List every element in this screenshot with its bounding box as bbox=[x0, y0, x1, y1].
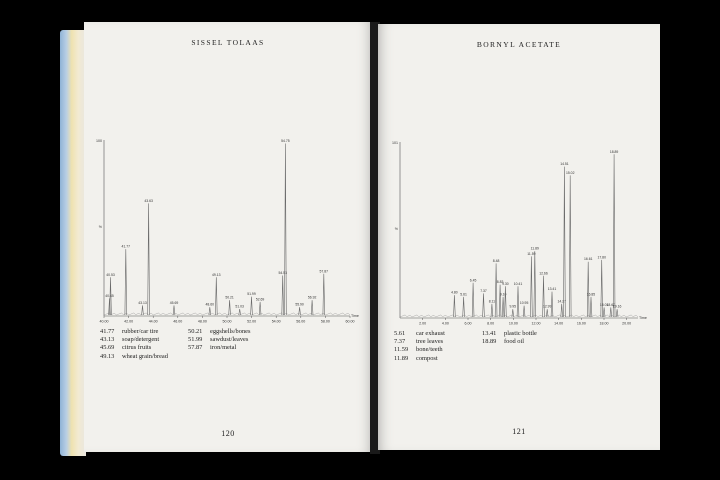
right-legend-column bbox=[482, 330, 537, 346]
right-legend-retention-time: 18.89 bbox=[482, 338, 497, 346]
right-peak-23 bbox=[603, 307, 605, 317]
left-legend-label: eggshells/bones bbox=[210, 328, 251, 335]
left-legend-label: soap/detergent bbox=[122, 336, 160, 344]
right-legend-row bbox=[394, 346, 445, 354]
right-x-tick-label-4: 10.00 bbox=[508, 321, 518, 326]
left-legend-label: iron/metal bbox=[210, 344, 237, 352]
right-legend-retention-time: 5.61 bbox=[394, 330, 406, 337]
right-legend-row bbox=[482, 330, 537, 338]
left-legend-retention-time: 41.77 bbox=[100, 328, 115, 335]
left-x-tick-label-2: 44.00 bbox=[148, 319, 158, 324]
right-peak-10 bbox=[517, 286, 519, 317]
left-x-tick-label-3: 46.00 bbox=[173, 319, 183, 324]
right-legend-row bbox=[394, 330, 445, 338]
left-peak-2 bbox=[125, 249, 127, 315]
left-legend-row bbox=[188, 344, 250, 352]
left-peak-label-3: 43.13 bbox=[138, 300, 147, 305]
right-peak-5 bbox=[495, 263, 497, 317]
running-head-right: BORNYL ACETATE bbox=[476, 40, 562, 49]
left-legend-row bbox=[100, 336, 168, 344]
right-legend-row bbox=[394, 355, 445, 363]
right-peak-label-18: 14.51 bbox=[560, 162, 569, 167]
left-peak-9 bbox=[239, 309, 241, 315]
left-legend-row bbox=[100, 344, 168, 352]
right-legend-retention-time: 7.37 bbox=[394, 338, 406, 346]
right-legend-row bbox=[482, 338, 537, 346]
right-peak-25 bbox=[613, 154, 615, 317]
right-x-tick-label-2: 6.00 bbox=[464, 321, 472, 326]
left-x-tick-label-10: 60.00 bbox=[345, 319, 355, 324]
right-peak-label-7: 9.10 bbox=[499, 292, 507, 297]
right-x-tick-label-1: 4.00 bbox=[441, 321, 449, 326]
right-peak-9 bbox=[512, 309, 514, 317]
left-peak-label-12: 54.53 bbox=[278, 271, 287, 276]
left-x-tick-label-8: 56.00 bbox=[296, 319, 306, 324]
left-x-label: Time bbox=[351, 314, 359, 318]
right-legend-label: plastic bottle bbox=[504, 330, 537, 337]
left-peak-label-1: 40.45 bbox=[105, 293, 114, 298]
left-legend-label: rubber/car tire bbox=[122, 328, 159, 335]
left-peak-label-2: 41.77 bbox=[121, 244, 131, 249]
right-page bbox=[378, 24, 660, 450]
left-legend-retention-time: 51.99 bbox=[188, 336, 203, 344]
left-peak-10 bbox=[251, 297, 253, 315]
left-peak-label-8: 50.21 bbox=[225, 295, 234, 300]
left-peak-11 bbox=[259, 302, 261, 315]
right-x-label: Time bbox=[639, 316, 647, 320]
left-legend-retention-time: 43.13 bbox=[100, 336, 115, 344]
left-peak-4 bbox=[148, 203, 150, 315]
left-legend-label: wheat grain/bread bbox=[122, 352, 168, 360]
left-legend-retention-time: 49.13 bbox=[100, 352, 115, 360]
right-peak-label-3: 7.37 bbox=[480, 288, 487, 293]
right-x-tick-label-7: 16.00 bbox=[576, 321, 586, 326]
right-legend-label: bone/teeth bbox=[416, 346, 443, 354]
right-peak-label-25: 18.89 bbox=[609, 149, 619, 154]
left-legend-column bbox=[100, 328, 168, 361]
right-x-tick-label-5: 12.00 bbox=[531, 321, 541, 326]
right-peak-label-24: 18.60 bbox=[606, 302, 616, 307]
right-peak-label-20: 16.61 bbox=[583, 257, 593, 262]
right-legend-retention-time: 11.89 bbox=[394, 354, 409, 362]
left-peak-label-16: 57.87 bbox=[319, 269, 329, 274]
right-peak-label-10: 10.41 bbox=[513, 281, 523, 286]
left-legend-retention-time: 50.21 bbox=[188, 328, 203, 335]
right-peak-label-22: 17.80 bbox=[597, 255, 606, 260]
left-peak-5 bbox=[173, 305, 175, 315]
left-peak-8 bbox=[229, 300, 231, 315]
left-legend-label: sawdust/leaves bbox=[210, 336, 249, 344]
left-peak-label-0: 40.53 bbox=[106, 272, 115, 277]
right-peak-label-2: 6.45 bbox=[469, 278, 477, 283]
left-x-tick-label-9: 58.00 bbox=[320, 319, 330, 324]
right-peak-2 bbox=[472, 283, 474, 317]
right-peak-label-26: 19.16 bbox=[612, 304, 622, 309]
left-legend-retention-time: 57.87 bbox=[188, 344, 203, 352]
right-x-tick-label-6: 14.00 bbox=[554, 321, 564, 326]
right-peak-1 bbox=[463, 297, 465, 317]
right-legend-column bbox=[394, 330, 445, 363]
left-peak-15 bbox=[311, 300, 313, 315]
left-peak-7 bbox=[215, 277, 217, 315]
folio-left: 120 bbox=[221, 429, 235, 438]
right-peak-17 bbox=[561, 304, 563, 317]
page-edges bbox=[60, 30, 86, 456]
right-peak-label-21: 16.85 bbox=[586, 292, 596, 297]
right-peak-22 bbox=[601, 260, 603, 317]
right-peak-label-17: 14.27 bbox=[557, 299, 566, 304]
left-legend-row bbox=[188, 336, 250, 344]
right-peak-19 bbox=[569, 175, 571, 317]
right-peak-11 bbox=[523, 306, 525, 317]
left-legend-label: citrus fruits bbox=[122, 344, 152, 352]
legend-right bbox=[394, 330, 654, 380]
right-peak-label-19: 15.02 bbox=[565, 170, 575, 175]
right-peak-15 bbox=[546, 309, 548, 317]
left-peak-label-4: 43.63 bbox=[144, 198, 153, 203]
left-x-tick-label-4: 48.00 bbox=[197, 319, 207, 324]
right-peak-12 bbox=[531, 256, 533, 317]
right-peak-18 bbox=[564, 167, 566, 317]
left-y-mid-label: % bbox=[98, 225, 102, 229]
chromatogram-left bbox=[94, 134, 364, 330]
left-peak-label-14: 55.90 bbox=[295, 302, 304, 307]
right-x-tick-label-0: 2.00 bbox=[419, 321, 427, 326]
right-x-tick-label-3: 8.00 bbox=[487, 321, 495, 326]
left-peak-3 bbox=[142, 305, 144, 315]
right-peak-6 bbox=[499, 285, 501, 317]
right-peak-label-11: 10.95 bbox=[519, 301, 529, 306]
right-peak-label-16: 13.41 bbox=[547, 287, 557, 292]
left-legend-column bbox=[188, 328, 250, 353]
right-peak-7 bbox=[502, 297, 504, 317]
right-legend-row bbox=[394, 338, 445, 346]
right-peak-label-5: 8.48 bbox=[492, 258, 500, 263]
right-legend-label: car exhaust bbox=[416, 330, 445, 337]
left-peak-label-13: 54.75 bbox=[281, 139, 290, 144]
left-peak-label-9: 51.03 bbox=[235, 304, 244, 309]
right-peak-4 bbox=[491, 304, 493, 317]
right-peak-label-14: 12.66 bbox=[539, 271, 548, 276]
right-peak-label-1: 5.61 bbox=[460, 292, 467, 297]
right-x-tick-label-9: 20.00 bbox=[622, 321, 632, 326]
left-y-top-label: 100 bbox=[96, 139, 102, 143]
left-peak-label-7: 49.13 bbox=[212, 272, 221, 277]
running-head-left: SISSEL TOLAAS bbox=[191, 38, 265, 47]
right-peak-8 bbox=[505, 286, 507, 317]
left-x-tick-label-1: 42.00 bbox=[124, 319, 134, 324]
left-legend-row bbox=[100, 353, 168, 361]
right-peak-label-12: 11.59 bbox=[527, 251, 536, 256]
right-y-mid-label: % bbox=[394, 227, 398, 231]
legend-left bbox=[100, 328, 360, 378]
right-peak-13 bbox=[534, 251, 536, 317]
left-peak-label-6: 48.60 bbox=[205, 302, 215, 307]
left-peak-label-11: 52.69 bbox=[255, 297, 265, 302]
left-x-tick-label-5: 50.00 bbox=[222, 319, 232, 324]
right-legend-label: tree leaves bbox=[416, 338, 444, 346]
right-peak-label-15: 12.99 bbox=[542, 304, 552, 309]
right-peak-label-0: 4.80 bbox=[451, 290, 458, 295]
right-peak-14 bbox=[543, 276, 545, 317]
right-peak-label-13: 11.89 bbox=[530, 246, 539, 251]
right-peak-20 bbox=[587, 262, 589, 317]
right-y-top-label: 101 bbox=[392, 141, 398, 145]
left-legend-row bbox=[188, 328, 250, 336]
left-legend-retention-time: 45.69 bbox=[100, 344, 115, 352]
left-peak-label-5: 45.69 bbox=[169, 300, 179, 305]
right-peak-label-9: 9.95 bbox=[509, 304, 517, 309]
right-peak-label-8: 9.30 bbox=[502, 281, 509, 286]
chromatogram-right bbox=[390, 136, 652, 332]
left-peak-12 bbox=[282, 276, 284, 316]
right-legend-retention-time: 13.41 bbox=[482, 330, 497, 337]
right-peak-label-23: 18.01 bbox=[599, 302, 609, 307]
left-peak-13 bbox=[285, 144, 287, 316]
right-legend-label: compost bbox=[416, 354, 438, 362]
right-legend-retention-time: 11.59 bbox=[394, 346, 409, 354]
right-peak-16 bbox=[551, 292, 553, 317]
right-peak-label-4: 8.11 bbox=[488, 299, 496, 304]
left-x-tick-label-6: 52.00 bbox=[247, 319, 257, 324]
right-peak-21 bbox=[590, 297, 592, 317]
folio-right: 121 bbox=[512, 427, 526, 436]
right-legend-label: food oil bbox=[504, 338, 525, 346]
left-peak-label-10: 51.99 bbox=[247, 292, 256, 297]
left-x-tick-label-0: 40.00 bbox=[99, 319, 109, 324]
left-x-tick-label-7: 54.00 bbox=[271, 319, 281, 324]
right-peak-label-6: 8.83 bbox=[496, 280, 504, 285]
left-peak-label-15: 56.92 bbox=[307, 295, 317, 300]
right-peak-24 bbox=[610, 307, 612, 317]
left-peak-6 bbox=[209, 307, 211, 315]
right-x-tick-label-8: 18.00 bbox=[599, 321, 609, 326]
left-peak-16 bbox=[323, 274, 325, 315]
left-legend-row bbox=[100, 328, 168, 336]
left-page bbox=[84, 22, 372, 452]
right-peak-3 bbox=[483, 293, 485, 317]
right-peak-0 bbox=[454, 295, 456, 317]
